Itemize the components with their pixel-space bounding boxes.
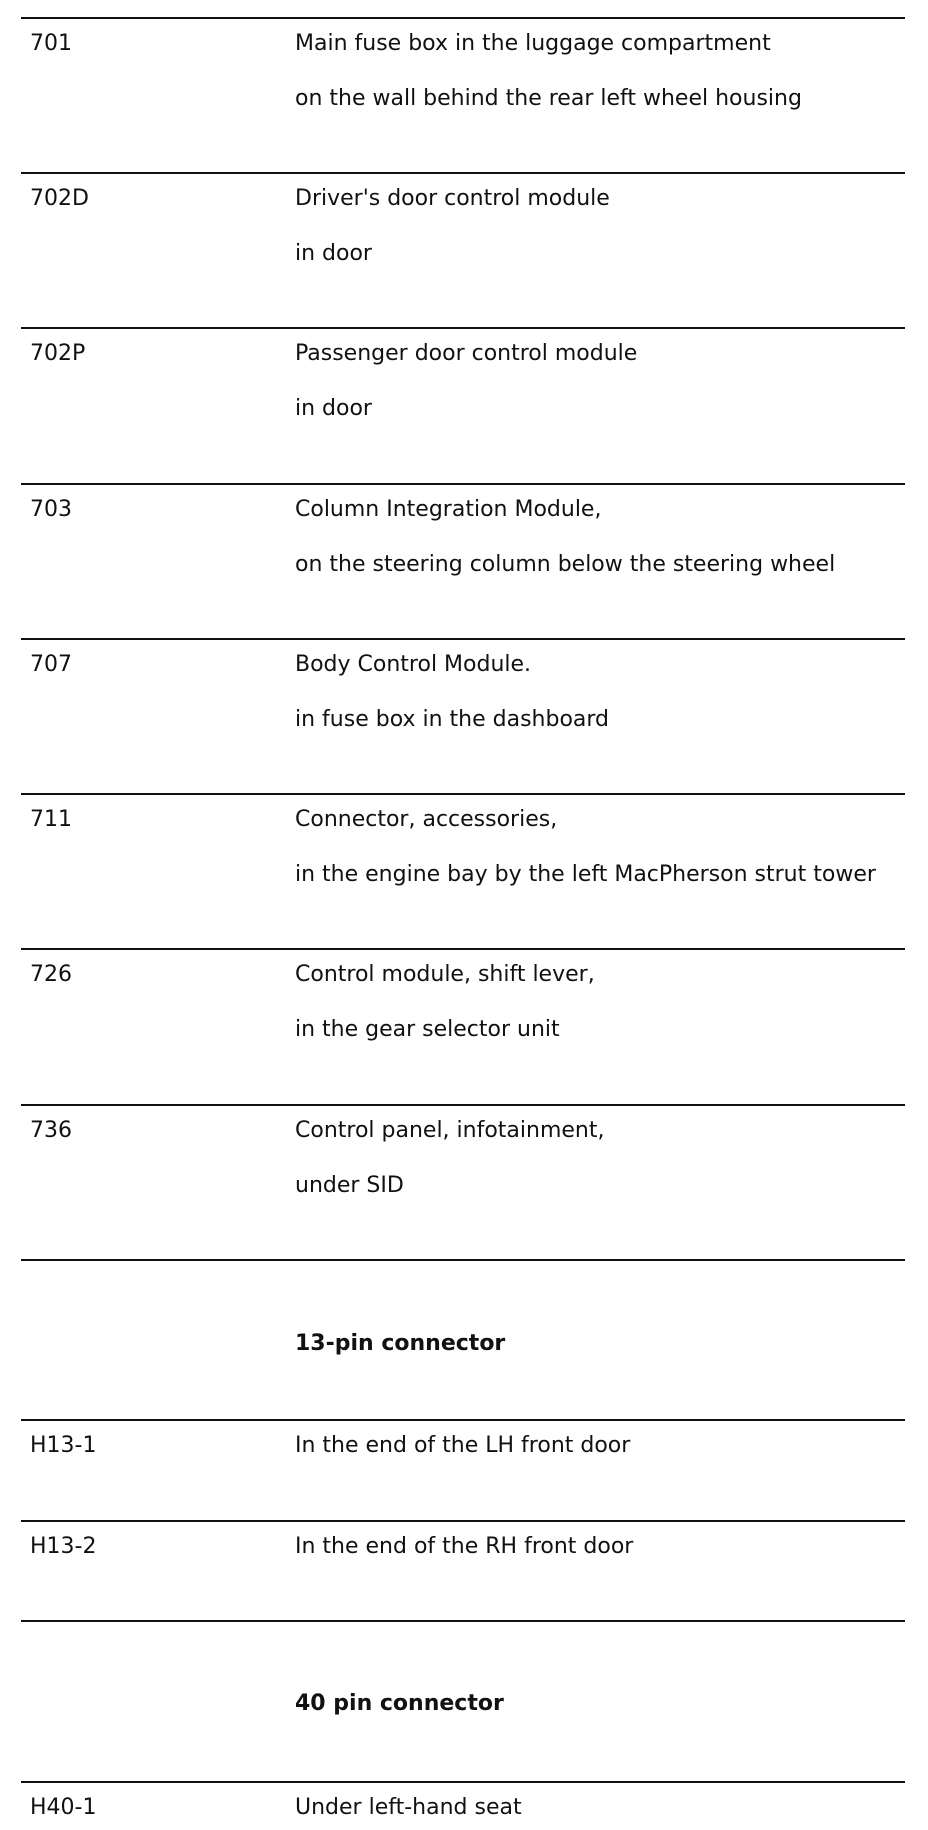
component-code: 701 xyxy=(30,31,72,56)
component-description xyxy=(295,1118,605,1199)
component-name: Main fuse box in the luggage compartment xyxy=(295,31,771,56)
component-location: on the steering column below the steering wheel xyxy=(295,552,836,577)
table-row xyxy=(21,1781,905,1830)
component-location: under SID xyxy=(295,1173,404,1198)
table-row xyxy=(21,172,905,327)
table-row xyxy=(21,327,905,483)
component-location: in the gear selector unit xyxy=(295,1017,560,1042)
table-row xyxy=(21,483,905,638)
component-code: H13-2 xyxy=(30,1534,97,1559)
component-code: 711 xyxy=(30,807,72,832)
component-code: 702P xyxy=(30,341,86,366)
component-description xyxy=(295,652,609,733)
component-location: on the wall behind the rear left wheel housing xyxy=(295,86,802,111)
component-description xyxy=(295,31,802,112)
component-location: In the end of the LH front door xyxy=(295,1433,631,1458)
component-name: Passenger door control module xyxy=(295,341,638,366)
component-name: Body Control Module. xyxy=(295,652,532,677)
table-row xyxy=(21,17,905,172)
component-name: Column Integration Module, xyxy=(295,497,602,522)
table-row xyxy=(21,793,905,948)
table-row xyxy=(21,1419,905,1520)
section-heading-40-pin: 40 pin connector xyxy=(295,1691,504,1716)
table-row xyxy=(21,1520,905,1620)
table-row xyxy=(21,1104,905,1259)
component-code: 707 xyxy=(30,652,72,677)
component-description xyxy=(295,807,876,888)
component-code: 702D xyxy=(30,186,89,211)
component-location: in fuse box in the dashboard xyxy=(295,707,610,732)
table-row xyxy=(21,948,905,1104)
component-description xyxy=(295,497,835,578)
component-description xyxy=(295,341,637,422)
component-code: H13-1 xyxy=(30,1433,97,1458)
component-location: Under left-hand seat xyxy=(295,1795,522,1820)
component-code: H40-1 xyxy=(30,1795,97,1820)
component-name: Control panel, infotainment, xyxy=(295,1118,605,1143)
component-code: 736 xyxy=(30,1118,72,1143)
component-name: Connector, accessories, xyxy=(295,807,558,832)
component-code: 726 xyxy=(30,962,72,987)
component-code: 703 xyxy=(30,497,72,522)
component-location: In the end of the RH front door xyxy=(295,1534,634,1559)
section-heading-13-pin: 13-pin connector xyxy=(295,1331,506,1356)
table-row xyxy=(21,638,905,793)
component-location: in the engine bay by the left MacPherson strut tower xyxy=(295,862,876,887)
component-location: in door xyxy=(295,396,372,421)
component-name: Control module, shift lever, xyxy=(295,962,595,987)
component-description xyxy=(295,962,595,1043)
component-description xyxy=(295,186,610,267)
component-location: in door xyxy=(295,241,372,266)
component-name: Driver's door control module xyxy=(295,186,610,211)
